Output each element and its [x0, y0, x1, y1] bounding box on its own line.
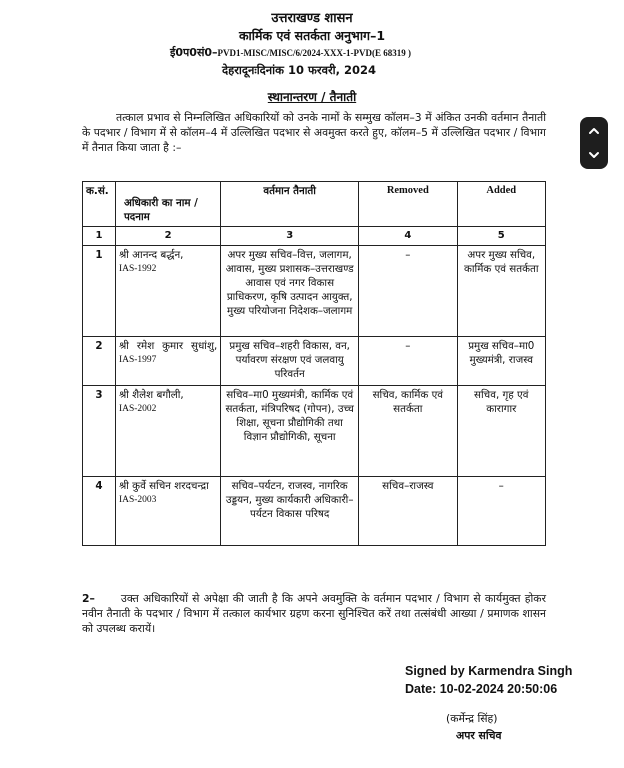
- signatory-name: (कर्मेन्द्र सिंह): [446, 712, 498, 725]
- added-posting: अपर मुख्य सचिव, कार्मिक एवं सतर्कता: [457, 246, 545, 337]
- current-posting: अपर मुख्य सचिव–वित्त, जलागम, आवास, मुख्य प्रशासक–उत्तराखण्ड आवास एवं नगर विकास प्राधिकरण, कृषि उत्पादन आयुक्त, मुख्य परियोजना निदेशक–जलागम: [221, 246, 359, 337]
- added-posting: प्रमुख सचिव–मा0 मुख्यमंत्री, राजस्व: [457, 337, 545, 386]
- officer-name: श्री कुर्वे सचिन शरदचन्द्रा: [118, 480, 209, 492]
- officer-service: IAS-1997: [118, 355, 157, 365]
- govt-header: उत्तराखण्ड शासन: [271, 11, 353, 26]
- subject-title: स्थानान्तरण / तैनाती: [267, 90, 357, 104]
- table-row: [83, 386, 546, 477]
- removed-posting: सचिव, कार्मिक एवं सतर्कता: [359, 386, 457, 477]
- chevron-down-icon-glyph: [587, 148, 601, 162]
- removed-posting: –: [359, 337, 457, 386]
- header-sno: क.सं.: [83, 182, 116, 227]
- officer-name: श्री आनन्द बर्द्धन,: [118, 249, 184, 261]
- row-sno: 2: [83, 337, 116, 386]
- current-posting: प्रमुख सचिव–शहरी विकास, वन, पर्यावरण संरक्षण एवं जलवायु परिवर्तन: [221, 337, 359, 386]
- added-posting: सचिव, गृह एवं कारागार: [457, 386, 545, 477]
- table-row: [83, 246, 546, 337]
- date-line: देहरादूनःदिनांक 10 फरवरी, 2024: [222, 63, 377, 77]
- current-posting: सचिव–पर्यटन, राजस्व, नागरिक उड्डयन, मुख्य कार्यकारी अधिकारी–पर्यटन विकास परिषद: [221, 477, 359, 546]
- table-header-row: [83, 182, 546, 227]
- added-posting: –: [457, 477, 545, 546]
- column-number-row: [83, 227, 546, 246]
- chevron-down-icon[interactable]: [580, 141, 608, 169]
- officer-service: IAS-2003: [118, 495, 157, 505]
- col-number: 2: [115, 227, 220, 246]
- header-current: वर्तमान तैनाती: [221, 182, 359, 227]
- row-sno: 4: [83, 477, 116, 546]
- col-number: 3: [221, 227, 359, 246]
- officer-cell: [115, 477, 220, 546]
- row-sno: 1: [83, 246, 116, 337]
- header-removed: Removed: [359, 182, 457, 227]
- officer-cell: [115, 386, 220, 477]
- officer-cell: [115, 246, 220, 337]
- reference-number: [170, 45, 411, 60]
- digital-signature-name: Signed by Karmendra Singh: [405, 664, 573, 678]
- order-paragraph: तत्काल प्रभाव से निम्नलिखित अधिकारियों को उनके नामों के सम्मुख कॉलम–3 में अंकित उनकी वर्तमान तैनाती के पदभार / विभाग में से कॉलम–4 में उल्लिखित पदभार से अवमुक्त करते हुए, कॉलम–5 में उल्लिखित पदभार / विभाग में तैनात किया जाता है :–: [82, 111, 546, 154]
- table-row: [83, 337, 546, 386]
- transfer-table: [82, 181, 546, 546]
- officer-cell: [115, 337, 220, 386]
- removed-posting: –: [359, 246, 457, 337]
- col-number: 5: [457, 227, 545, 246]
- col-number: 1: [83, 227, 116, 246]
- reference-code: PVD1-MISC/MISC/6/2024-XXX-1-PVD(E 68319 ): [217, 48, 412, 58]
- officer-service: IAS-2002: [118, 404, 157, 414]
- table-row: [83, 477, 546, 546]
- signatory-designation: अपर सचिव: [456, 729, 502, 742]
- instruction-paragraph: [82, 591, 546, 636]
- officer-service: IAS-1992: [118, 264, 157, 274]
- department-header: कार्मिक एवं सतर्कता अनुभाग–1: [238, 28, 386, 43]
- paragraph-number: 2–: [82, 592, 95, 605]
- reference-prefix: ई0प0सं0–: [170, 46, 218, 59]
- chevron-up-icon-glyph: [587, 124, 601, 138]
- removed-posting: सचिव–राजस्व: [359, 477, 457, 546]
- officer-name: श्री शैलेश बगौली,: [118, 389, 184, 401]
- header-officer: अधिकारी का नाम / पदनाम: [115, 182, 220, 227]
- row-sno: 3: [83, 386, 116, 477]
- officer-name: श्री रमेश कुमार सुधांशु,: [118, 340, 218, 352]
- instruction-text: उक्त अधिकारियों से अपेक्षा की जाती है कि अपने अवमुक्ति के वर्तमान पदभार / विभाग से कार्यमुक्त होकर नवीन तैनाती के पदभार / विभाग में तत्काल कार्यभार ग्रहण करना सुनिश्चित करें तथा तत्संबंधी आख्या / प्रमाणक शासन को उपलब्ध करायें।: [82, 592, 546, 635]
- header-added: Added: [457, 182, 545, 227]
- current-posting: सचिव–मा0 मुख्यमंत्री, कार्मिक एवं सतर्कता, मंत्रिपरिषद (गोपन), उच्च शिक्षा, सूचना प्रौद्योगिकी तथा विज्ञान प्रौद्योगिकी, सूचना: [221, 386, 359, 477]
- digital-signature-date: Date: 10-02-2024 20:50:06: [405, 682, 558, 696]
- col-number: 4: [359, 227, 457, 246]
